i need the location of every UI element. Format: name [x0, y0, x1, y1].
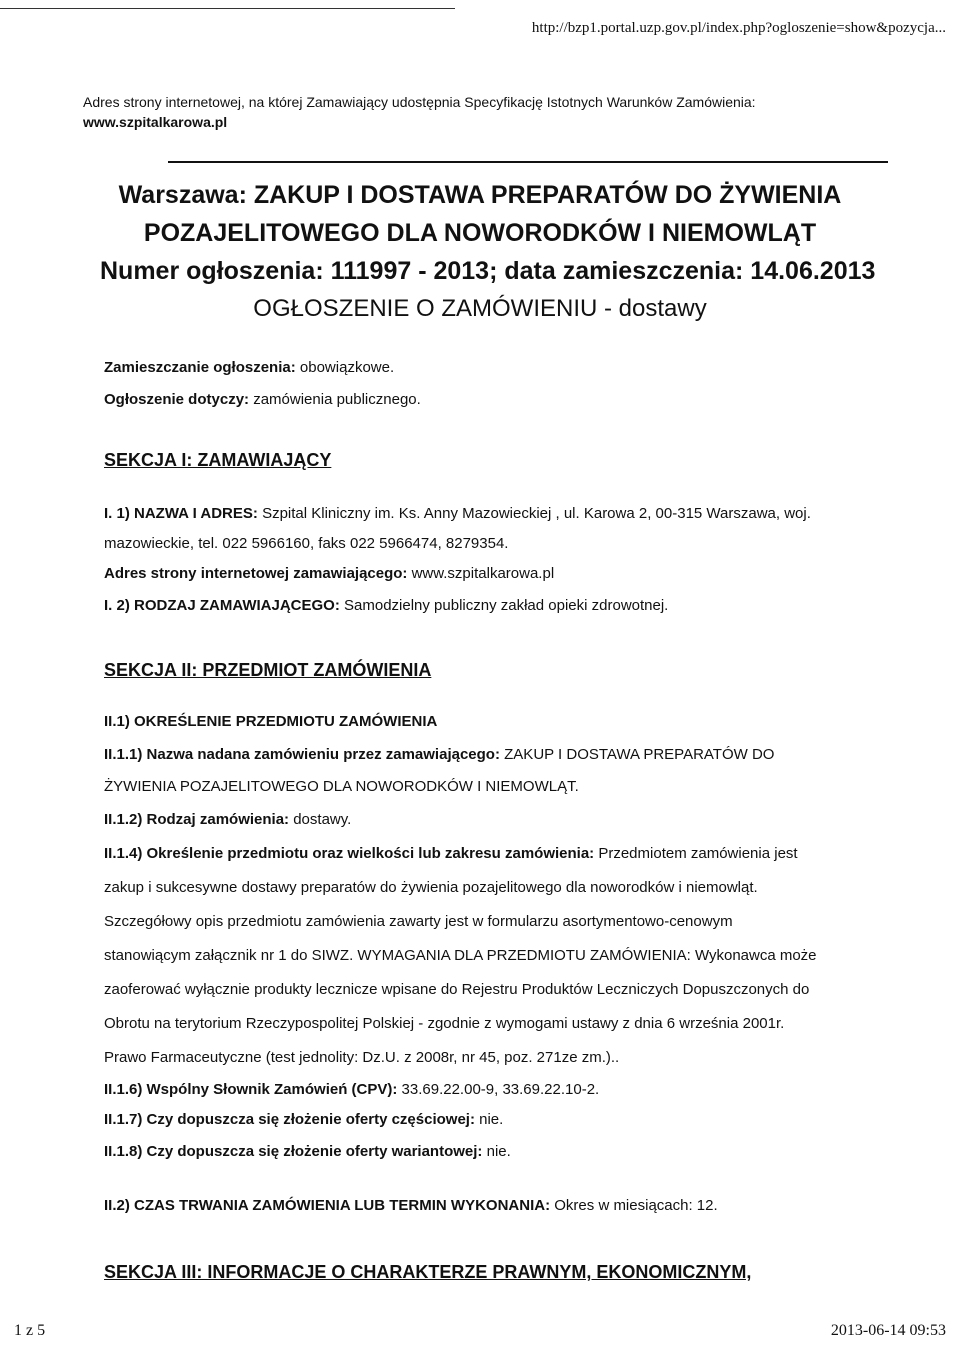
- order-name-row: [104, 745, 774, 765]
- print-datetime: 2013-06-14 09:53: [830, 1322, 946, 1339]
- variant-offer-value: nie.: [486, 1143, 511, 1160]
- order-kind-label: II.1.2) Rodzaj zamówienia:: [104, 811, 290, 828]
- cpv-value: 33.69.22.00-9, 33.69.22.10-2.: [401, 1081, 600, 1098]
- cpv-row: [104, 1080, 599, 1100]
- description-line: Szczegółowy opis przedmiotu zamówienia zawarty jest w formularzu asortymentowo-cenowym: [104, 913, 733, 930]
- description-row: [104, 844, 798, 864]
- section-2-heading: SEKCJA II: PRZEDMIOT ZAMÓWIENIA: [104, 660, 432, 680]
- intro-block: [83, 92, 943, 132]
- orderer-type-row: [104, 596, 668, 616]
- partial-offer-value: nie.: [479, 1111, 504, 1128]
- title-line-4: OGŁOSZENIE O ZAMÓWIENIU - dostawy: [253, 295, 707, 322]
- description-line: zaoferować wyłącznie produkty lecznicze wpisane do Rejestru Produktów Leczniczych Dopuszczonych do: [104, 981, 810, 998]
- placement-label: Zamieszczanie ogłoszenia:: [104, 359, 296, 376]
- placement-row: [104, 358, 394, 378]
- website-label: Adres strony internetowej zamawiającego:: [104, 565, 408, 582]
- duration-value: Okres w miesiącach: 12.: [554, 1197, 718, 1214]
- duration-label: II.2) CZAS TRWANIA ZAMÓWIENIA LUB TERMIN WYKONANIA:: [104, 1197, 551, 1214]
- name-address-row: [104, 504, 811, 524]
- description-value: Przedmiotem zamówienia jest: [598, 845, 798, 862]
- intro-text: Adres strony internetowej, na której Zamawiający udostępnia Specyfikację Istotnych Warunków Zamówienia:: [83, 94, 756, 110]
- order-kind-row: [104, 810, 351, 830]
- orderer-type-value: Samodzielny publiczny zakład opieki zdrowotnej.: [344, 597, 669, 614]
- concerns-label: Ogłoszenie dotyczy:: [104, 391, 250, 408]
- orderer-type-label: I. 2) RODZAJ ZAMAWIAJĄCEGO:: [104, 597, 340, 614]
- notice-title: [100, 176, 876, 328]
- duration-row: [104, 1196, 718, 1216]
- order-name-value: ZAKUP I DOSTAWA PREPARATÓW DO: [504, 746, 775, 763]
- description-line: Obrotu na terytorium Rzeczypospolitej Polskiej - zgodnie z wymogami ustawy z dnia 6 września 2001r.: [104, 1015, 785, 1032]
- description-label: II.1.4) Określenie przedmiotu oraz wielkości lub zakresu zamówienia:: [104, 845, 595, 862]
- website-row: [104, 564, 554, 584]
- title-line-2: POZAJELITOWEGO DLA NOWORODKÓW I NIEMOWLĄT: [143, 219, 817, 247]
- page-number: 1 z 5: [14, 1322, 46, 1339]
- section-1-heading: SEKCJA I: ZAMAWIAJĄCY: [104, 450, 332, 470]
- variant-offer-row: [104, 1142, 511, 1162]
- name-address-value: Szpital Kliniczny im. Ks. Anny Mazowieckiej , ul. Karowa 2, 00-315 Warszawa, woj.: [262, 505, 811, 522]
- title-line-3: Numer ogłoszenia: 111997 - 2013; data zamieszczenia: 14.06.2013: [100, 257, 876, 285]
- top-rule: [0, 8, 455, 9]
- title-rule: [168, 161, 888, 163]
- concerns-row: [104, 390, 421, 410]
- order-kind-value: dostawy.: [293, 811, 352, 828]
- page-url: http://bzp1.portal.uzp.gov.pl/index.php?ogloszenie=show&pozycja...: [531, 20, 946, 36]
- description-line: zakup i sukcesywne dostawy preparatów do żywienia pozajelitowego dla noworodków i niemowląt.: [104, 879, 758, 896]
- order-name-cont: ŻYWIENIA POZAJELITOWEGO DLA NOWORODKÓW I NIEMOWLĄT.: [104, 778, 579, 795]
- partial-offer-label: II.1.7) Czy dopuszcza się złożenie oferty częściowej:: [104, 1111, 475, 1128]
- description-line: stanowiącym załącznik nr 1 do SIWZ. WYMAGANIA DLA PRZEDMIOTU ZAMÓWIENIA: Wykonawca może: [104, 947, 817, 964]
- concerns-value: zamówienia publicznego.: [253, 391, 421, 408]
- cpv-label: II.1.6) Wspólny Słownik Zamówień (CPV):: [104, 1081, 398, 1098]
- order-name-label: II.1.1) Nazwa nadana zamówieniu przez zamawiającego:: [104, 746, 500, 763]
- title-line-1: Warszawa: ZAKUP I DOSTAWA PREPARATÓW DO ŻYWIENIA: [118, 181, 842, 209]
- intro-site-link[interactable]: www.szpitalkarowa.pl: [83, 114, 228, 130]
- description-line: Prawo Farmaceutyczne (test jednolity: Dz.U. z 2008r, nr 45, poz. 271ze zm.)..: [104, 1049, 620, 1066]
- placement-value: obowiązkowe.: [299, 359, 395, 376]
- section-3-heading: SEKCJA III: INFORMACJE O CHARAKTERZE PRAWNYM, EKONOMICZNYM,: [104, 1262, 752, 1282]
- name-address-cont: mazowieckie, tel. 022 5966160, faks 022 5966474, 8279354.: [104, 535, 509, 552]
- name-address-label: I. 1) NAZWA I ADRES:: [104, 505, 258, 522]
- subject-heading: II.1) OKREŚLENIE PRZEDMIOTU ZAMÓWIENIA: [104, 713, 438, 730]
- partial-offer-row: [104, 1110, 503, 1130]
- website-link[interactable]: www.szpitalkarowa.pl: [411, 565, 555, 582]
- variant-offer-label: II.1.8) Czy dopuszcza się złożenie oferty wariantowej:: [104, 1143, 483, 1160]
